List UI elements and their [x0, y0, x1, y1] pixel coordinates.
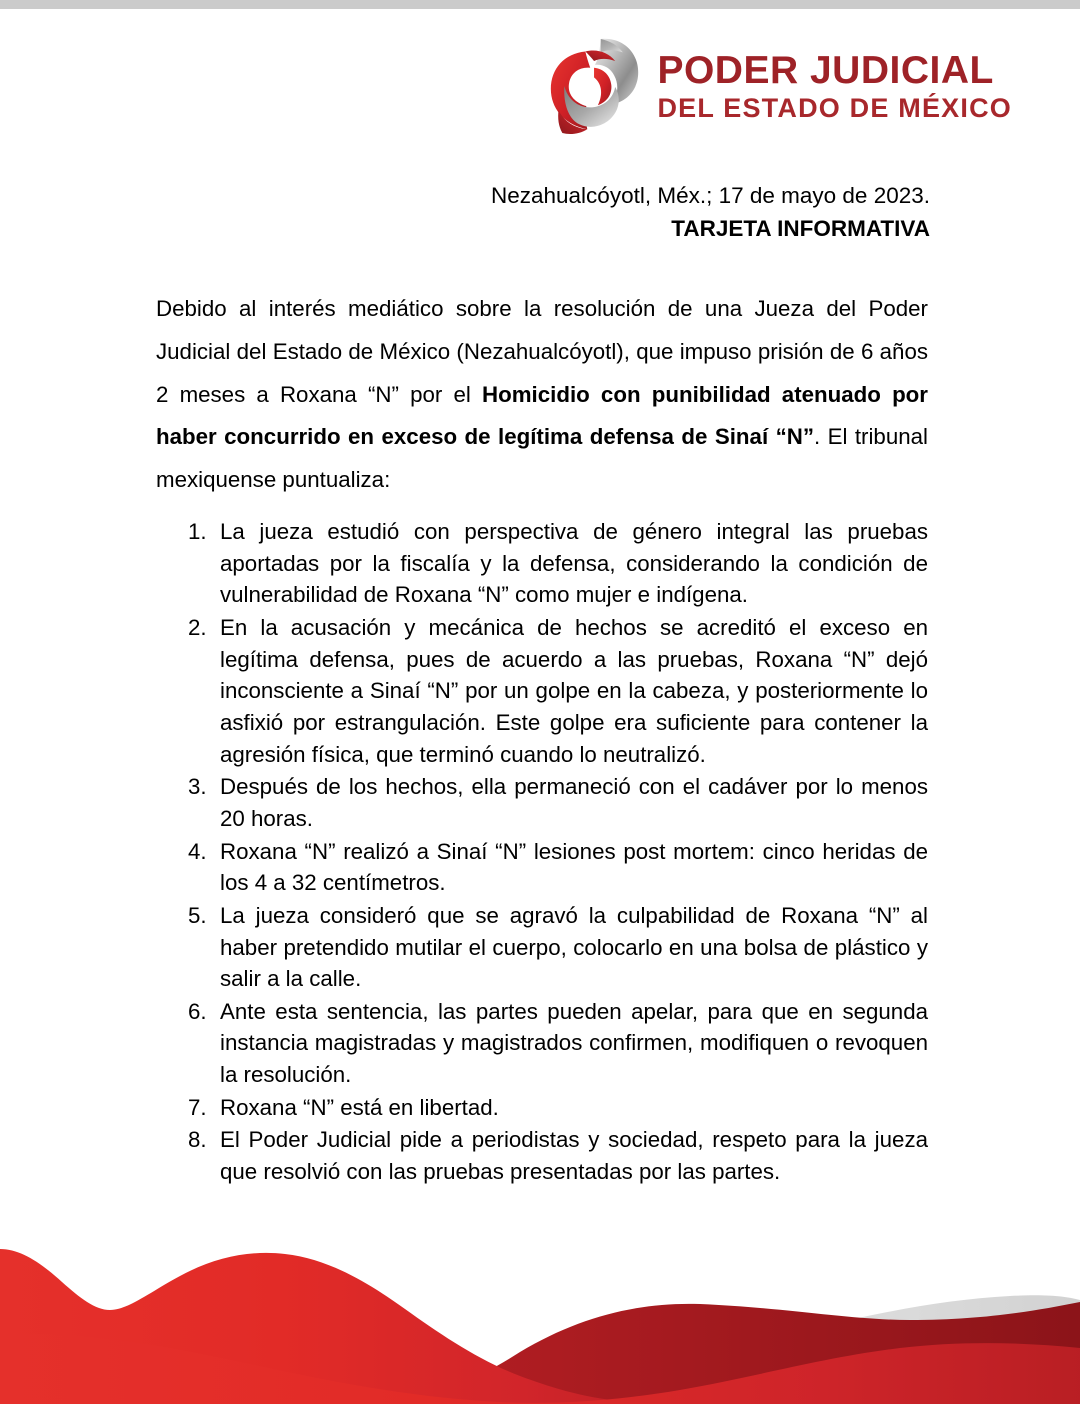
lead-bold-charge: Homicidio con punibilidad atenuado por haber concurrido en exceso de legítima defensa de Sinaí “N”	[156, 381, 928, 450]
lead-paragraph	[156, 288, 928, 502]
logo-wordmark	[657, 48, 1012, 123]
lead-part-2: . El tribunal mexiquense puntualiza:	[156, 424, 928, 493]
list-item: El Poder Judicial pide a periodistas y sociedad, respeto para la jueza que resolvió con las pruebas presentadas por las partes.	[220, 1127, 928, 1185]
footer-wave-decoration	[0, 1224, 1080, 1404]
document-header	[0, 36, 1080, 146]
lead-part-1: Debido al interés mediático sobre la resolución de una Jueza del Poder Judicial del Estado de México (Nezahualcóyotl), que impuso prisión de 6 años 2 meses a Roxana “N” por el	[156, 296, 928, 407]
document-title: TARJETA INFORMATIVA	[671, 215, 930, 241]
dateline-block	[0, 180, 1080, 245]
list-item: Después de los hechos, ella permaneció con el cadáver por lo menos 20 horas.	[220, 774, 928, 831]
numbered-points-list	[156, 516, 928, 1188]
list-item: La jueza estudió con perspectiva de género integral las pruebas aportadas por la fiscalía y la defensa, considerando la condición de vulnerabilidad de Roxana “N” como mujer e indígena.	[220, 518, 928, 608]
list-item: Roxana “N” realizó a Sinaí “N” lesiones post mortem: cinco heridas de los 4 a 32 centímetros.	[220, 838, 928, 896]
list-item: Roxana “N” está en libertad.	[220, 1094, 499, 1120]
list-item: En la acusación y mecánica de hechos se acreditó el exceso en legítima defensa, pues de acuerdo a las pruebas, Roxana “N” dejó inconsciente a Sinaí “N” por un golpe en la cabeza, y posteriormente lo asfixió por estrangulación. Este golpe era suficiente para contener la agresión física, que terminó cuando lo neutralizó.	[220, 614, 928, 767]
poder-judicial-swirl-icon	[547, 36, 643, 136]
document-body	[156, 288, 928, 1189]
dateline: Nezahualcóyotl, Méx.; 17 de mayo de 2023.	[490, 183, 930, 208]
list-item: Ante esta sentencia, las partes pueden apelar, para que en segunda instancia magistradas y magistrados confirmen, modifiquen o revoquen la resolución.	[220, 998, 928, 1088]
logo-title: PODER JUDICIAL	[657, 48, 994, 92]
poder-judicial-logo	[547, 36, 1012, 136]
list-item: La jueza consideró que se agravó la culpabilidad de Roxana “N” al haber pretendido mutilar el cuerpo, colocarlo en una bolsa de plástico y salir a la calle.	[220, 902, 928, 992]
top-gray-bar	[0, 0, 1080, 9]
logo-subtitle: DEL ESTADO DE MÉXICO	[657, 92, 1012, 123]
